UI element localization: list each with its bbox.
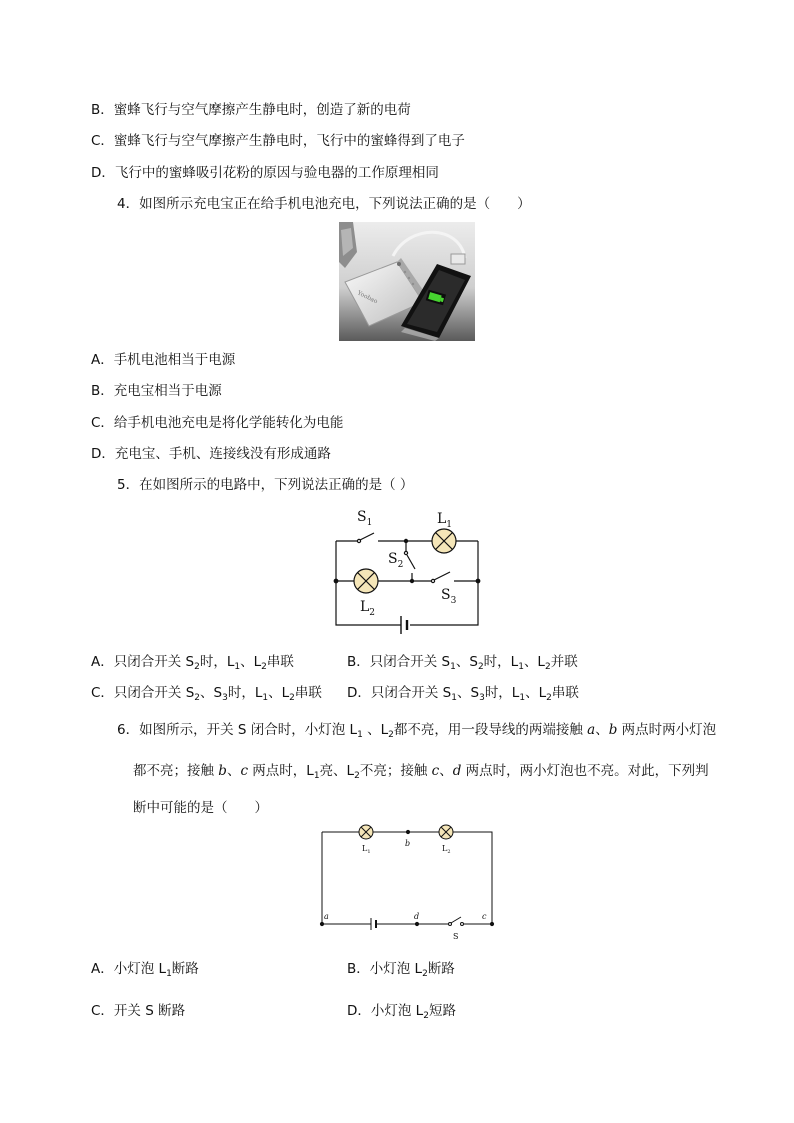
q6-label-l2: $L_2$ bbox=[442, 844, 451, 855]
q6-label-b: b bbox=[405, 839, 411, 848]
q4-stem: 4．如图所示充电宝正在给手机电池充电，下列说法正确的是（ ） bbox=[117, 196, 531, 212]
q3-option-c: C．蜜蜂飞行与空气摩擦产生静电时，飞行中的蜜蜂得到了电子 bbox=[91, 133, 465, 149]
q6-option-a: A．小灯泡 $L_1$断路 bbox=[91, 961, 199, 979]
q6-option-b: B．小灯泡 $L_2$断路 bbox=[347, 961, 455, 979]
q6-stem-line-2: 都不亮；接触 b、c 两点时，$L_1$亮、$L_2$不亮；接触 c、d 两点时，两小灯泡也不亮。对此，下列判 bbox=[133, 763, 709, 781]
q6-label-c: c bbox=[482, 912, 487, 921]
q6-option-c: C．开关 S 断路 bbox=[91, 1003, 186, 1019]
q5-option-d: D．只闭合开关 $S_1$、$S_3$时，$L_1$、$L_2$串联 bbox=[347, 685, 579, 703]
q5-label-s1: $S_1$ bbox=[357, 509, 373, 528]
q5-option-c: C．只闭合开关 $S_2$、$S_3$时，$L_1$、$L_2$串联 bbox=[91, 685, 322, 703]
q4-option-a: A．手机电池相当于电源 bbox=[91, 352, 236, 368]
q6-stem-line-1: 6．如图所示，开关 S 闭合时，小灯泡 $L_1$ 、$L_2$都不亮，用一段导线的两端接触 a、b 两点时两小灯泡 bbox=[117, 722, 717, 740]
q6-option-d: D．小灯泡 $L_2$短路 bbox=[347, 1003, 456, 1021]
q5-label-l2: $L_2$ bbox=[360, 599, 376, 618]
q4-option-d: D．充电宝、手机、连接线没有形成通路 bbox=[91, 446, 331, 462]
q5-label-s2: $S_2$ bbox=[388, 551, 404, 570]
q4-option-c: C．给手机电池充电是将化学能转化为电能 bbox=[91, 415, 344, 431]
q5-label-l1: $L_1$ bbox=[437, 511, 453, 530]
q6-label-a: a bbox=[324, 912, 329, 921]
q5-stem: 5．在如图所示的电路中，下列说法正确的是（ ） bbox=[117, 477, 414, 493]
q5-label-s3: $S_3$ bbox=[441, 587, 457, 606]
q5-circuit-diagram bbox=[330, 503, 490, 643]
q6-label-s: S bbox=[453, 932, 459, 941]
q6-label-d: d bbox=[414, 912, 420, 921]
q4-option-b: B．充电宝相当于电源 bbox=[91, 383, 222, 399]
powerbank-phone-photo bbox=[339, 222, 475, 341]
q6-circuit-diagram bbox=[318, 822, 496, 944]
svg-text:Yoobao: Yoobao bbox=[356, 289, 379, 306]
q6-label-l1: $L_1$ bbox=[362, 844, 371, 855]
q3-option-b: B．蜜蜂飞行与空气摩擦产生静电时，创造了新的电荷 bbox=[91, 102, 411, 118]
q5-option-a: A．只闭合开关 $S_2$时，$L_1$、$L_2$串联 bbox=[91, 654, 294, 672]
q6-stem-line-3: 断中可能的是（ ） bbox=[133, 800, 268, 816]
q5-option-b: B．只闭合开关 $S_1$、$S_2$时，$L_1$、$L_2$并联 bbox=[347, 654, 578, 672]
q3-option-d: D．飞行中的蜜蜂吸引花粉的原因与验电器的工作原理相同 bbox=[91, 165, 439, 181]
